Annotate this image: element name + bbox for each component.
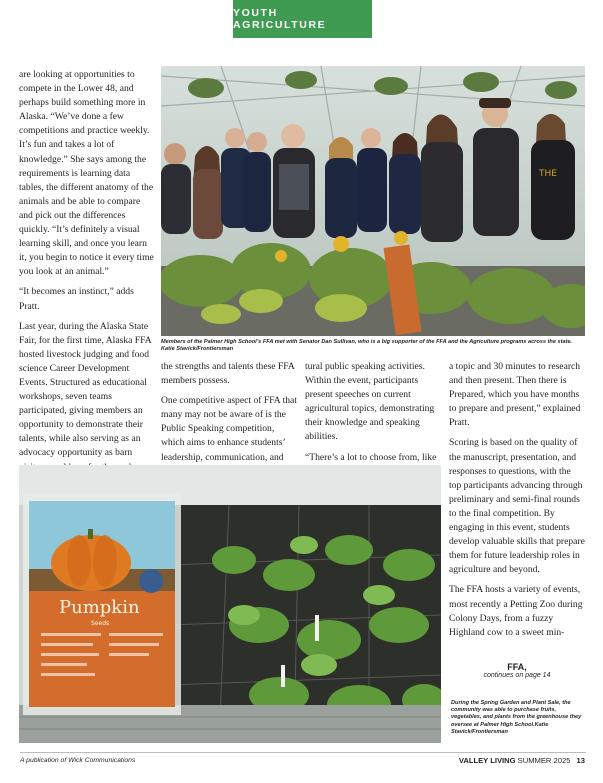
- paragraph: Scoring is based on the quality of the manuscript, presentation, and responses to questions, with the top participants advancing through preliminary and semi-final rounds to the final competition. By engaging in this event, students develop valuable skills that prepare them for future leadership roles in agriculture and beyond.: [449, 437, 585, 576]
- paragraph: One competitive aspect of FFA that many may not be aware of is the Public Speaking competition, which aims to enhance students’ leadership, communication, and: [161, 395, 297, 463]
- paragraph: are looking at opportunities to compete in the Lower 48, and perhaps build something more in Alaska. “We’ve done a few competitions and practice weekly. It’s fun and takes a lot of knowledge.” She says among the requirements is learning data tables, the different anatomy of the animals and be able to compare and pick out the differences quickly. “It’s definitely a visual learning skill, and once you learn it, you begin to notice it every time you look at an animal.”: [19, 69, 154, 278]
- continued-note: [449, 662, 585, 679]
- paragraph: “There’s a lot to choose from, like: [305, 451, 437, 463]
- photo-caption-bottom: During the Spring Garden and Plant Sale, the community was able to purchase fruits, vegetables, and plants from the greenhouse they oversee at Palmer High School.Katie Stavick/Frontiersman: [451, 700, 582, 735]
- continued-text: continues on page 14: [483, 672, 551, 679]
- seedlings-photo-art: [19, 465, 441, 743]
- page-number: 13: [576, 756, 585, 765]
- seedlings-photo: [19, 465, 441, 743]
- svg-text:THE: THE: [539, 169, 557, 179]
- paragraph: tural public speaking activities. Within the event, participants present speeches on current agricultural topics, demonstrating their knowledge and speaking abilities.: [305, 361, 435, 443]
- paragraph: The FFA hosts a variety of events, most recently a Petting Zoo during Colony Days, from a fuzzy Highland cow to a sweet min-: [449, 584, 583, 638]
- footer-magazine: VALLEY LIVING: [458, 756, 516, 765]
- article-column-left: [19, 68, 155, 481]
- ffa-members-photo: [161, 66, 585, 336]
- continued-label: FFA,: [507, 662, 527, 672]
- sign-title: Pumpkin: [59, 597, 140, 618]
- paragraph: “It becomes an instinct,” adds Pratt.: [19, 286, 134, 312]
- paragraph: the strengths and talents these FFA members possess.: [161, 361, 295, 387]
- footer-folio: [459, 756, 585, 765]
- paragraph: a topic and 30 minutes to research and then present. Then there is Prepared, which you have months to prepare and present,” explained Pratt.: [449, 361, 581, 429]
- footer-issue: SUMMER 2025: [517, 756, 571, 765]
- photo-caption-top: Members of the Palmer High School’s FFA met with Senator Dan Sullivan, who is a big supporter of the FFA and the Agriculture programs across the state. Katie Stavick/Frontiersman: [161, 339, 573, 353]
- footer-rule: [20, 752, 586, 753]
- article-column-right: [449, 360, 585, 646]
- section-banner: YOUTH AGRICULTURE: [233, 0, 372, 38]
- ffa-members-photo-art: [161, 66, 585, 336]
- paragraph: Last year, during the Alaska State Fair, for the first time, Alaska FFA hosted livestock judging and food science Career Development Events. Structured as educational workshops, seven teams participated, giving members an opportunity to demonstrate their talents, while also serving as an advocacy opportunity as barn: [19, 320, 152, 459]
- footer-publisher: A publication of Wick Communications: [20, 757, 136, 764]
- sign-subtitle: Seeds: [91, 620, 110, 627]
